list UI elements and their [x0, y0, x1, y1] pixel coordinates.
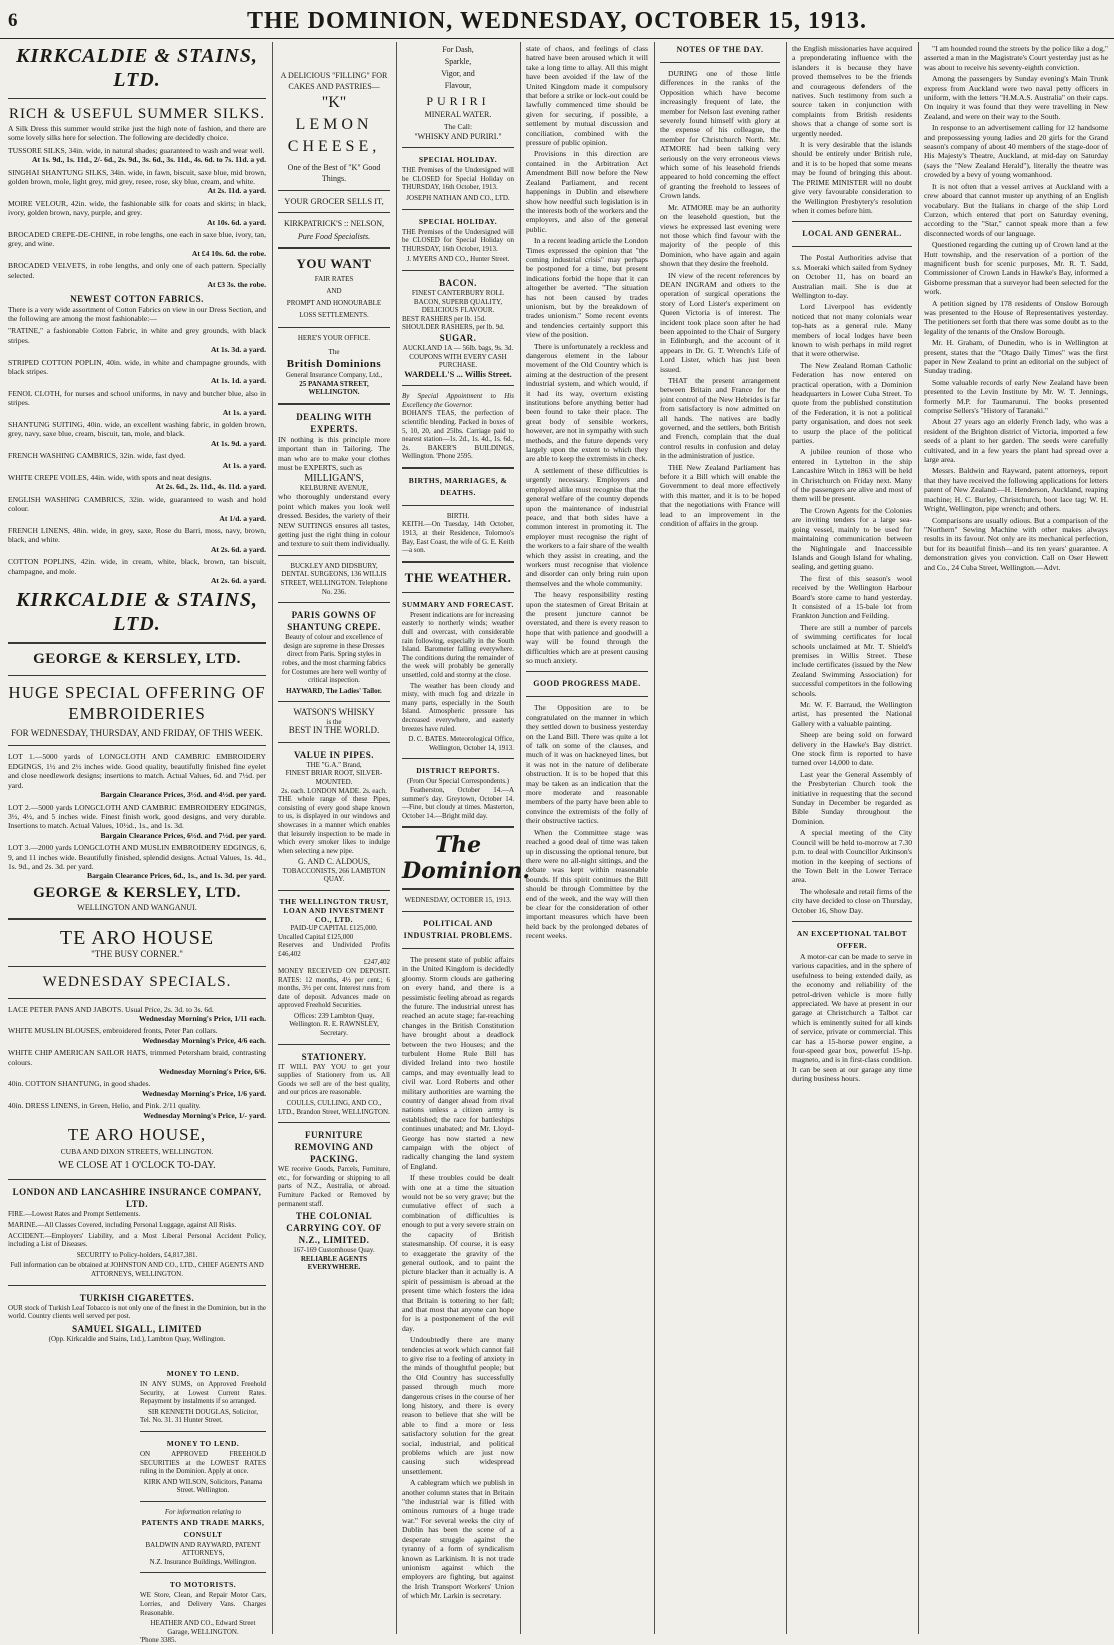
- puriri-call: The Call:: [443, 122, 473, 132]
- item-text: FRENCH WASHING CAMBRICS, 32in. wide, fast dyed.: [8, 451, 186, 461]
- the-line: The: [328, 347, 340, 356]
- item-price: At 1s. 3d. a yard.: [210, 345, 266, 355]
- item-price: Bargain Clearance Prices, 6d., 1s., and 1s. 3d. per yard.: [87, 871, 266, 881]
- insurance-line: FIRE.—Lowest Rates and Prompt Settlements.: [8, 1210, 141, 1219]
- george-kersley-footer: GEORGE & KERSLEY, LTD.: [33, 884, 241, 901]
- news-paragraph: A petition signed by 178 residents of Onslow Borough was presented to the House of Representatives yesterday. The petitioners set forth that there was some doubt as to the legality of the tenants of the Onslow Borough.: [924, 298, 1108, 336]
- editorial-heading: POLITICAL AND INDUSTRIAL PROBLEMS.: [403, 918, 513, 940]
- item-text: BROCADED CREPE-DE-CHINE, in robe lengths, one each in saxe blue, ivory, tan, grey, and wine.: [8, 230, 266, 249]
- want-line: LOSS SETTLEMENTS.: [299, 311, 369, 320]
- editorial-paragraph: A settlement of these difficulties is urgently necessary. Employers and employed alike must recognise that the general welfare of the country depends upon the maintenance of industrial peace, and that both sides have a common interest in promoting it. The employer must recognise the right of the workers to a fair share of the wealth which they assist in creating, and the workers must recognise that violence and disorder can only bring ruin upon themselves and the whole community.: [526, 465, 648, 588]
- local-paragraph: The Crown Agents for the Colonies are inviting tenders for a large sea-going vessel, mainly to be used for maintaining communication between the Nightingale and Inaccessible Islands and Gough Island for whaling, sealing, and getting guano.: [792, 505, 912, 572]
- item-price: Bargain Clearance Prices, 6½d. and 7½d. per yard.: [100, 830, 266, 840]
- aldous-name: G. AND C. ALDOUS,: [297, 857, 370, 867]
- appointment-line: By Special Appointment to His Excellency the Governor.: [402, 392, 514, 409]
- silk-item: [8, 230, 266, 258]
- column-rule: [786, 42, 787, 1634]
- cotton-item: [8, 557, 266, 585]
- cheese-word: CHEESE,: [287, 138, 381, 155]
- cotton-item: [8, 326, 266, 354]
- lot-item: [8, 752, 266, 799]
- cottons-heading: NEWEST COTTON FABRICS.: [70, 293, 204, 304]
- news-paragraph: Among the passengers by Sunday evening's Main Trunk express from Auckland were two naval petty officers in uniform, with the letters "H.M.A.S. Australia" on their caps. On inquiry it was found that they were travelling in New Zealand, and were on their way to the South.: [924, 74, 1108, 121]
- holiday1-signature: JOSEPH NATHAN AND CO., LTD.: [406, 194, 510, 202]
- editorial-paragraph: Provisions in this direction are contained in the Arbitration Act Amendment Bill now before the New Zealand Parliament, and recent happenings in Dublin and elsewhere show how needful such legislation is in the interests both of the workers and the employers, and also of the general public.: [526, 149, 648, 234]
- holiday1-heading: SPECIAL HOLIDAY.: [418, 155, 498, 165]
- local-paragraph: A jubilee reunion of those who entered in Lyttelton in the ship Lancashire Witch in 1863 will be held in Christchurch on Friday next. Many of the passengers are alive and most of them will be present.: [792, 447, 912, 504]
- kirkcaldie-footer: KIRKCALDIE & STAINS, LTD.: [16, 589, 258, 636]
- puriri-sub: MINERAL WATER.: [424, 110, 492, 119]
- column-rule: [520, 42, 521, 1634]
- special-item: [8, 1101, 266, 1120]
- editorial-paragraph: The present state of public affairs in the United Kingdom is decidedly gloomy. Storm clouds are gathering on every hand, and there is a pessimistic feeling abroad as regards the future. The industrial unrest has reached an acute stage; far-reaching changes in the British Constitution have brought about a deadlock between the two Houses; and the turbulent Home Rule Bill has divided Ireland into two hostile camps, and may eventually lead to civil war. Lord Roberts and other military authorities are warning the country of danger ahead from rival nations unless a citizen army is established; the race for battleships continues unabated; and Mr. Lloyd-George has now started a new campaign with the object of radically changing the land system of England.: [402, 954, 514, 1171]
- district-heading: DISTRICT REPORTS.: [416, 766, 500, 776]
- insurance-line: SECURITY to Policy-holders, £4,817,381.: [76, 1250, 198, 1259]
- pipes-heading: VALUE IN PIPES.: [293, 749, 375, 760]
- item-price: Wednesday Morning's Price, 1/11 each.: [139, 1013, 266, 1023]
- cotton-item: [8, 389, 266, 417]
- column-5: [660, 44, 780, 1634]
- colonial-address: 167-169 Customhouse Quay.: [293, 1246, 375, 1255]
- news-paragraph: About 27 years ago an elderly French lady, who was a resident of the Brighton district of Victoria, imported a few seeds of a plant to her garden. The seeds were carefully cultivated, and in a few years the plant had spread over a large area.: [924, 417, 1108, 465]
- item-text: 40in. COTTON SHANTUNG, in good shades.: [8, 1079, 151, 1089]
- item-price: At 1s. a yard.: [222, 407, 266, 417]
- column-6: [792, 44, 912, 1634]
- news-paragraph: Comparisons are usually odious. But a comparison of the "Northern" Sewing Machine with other makes always results in its favour. Not only are its mechanical perfection, but for its beautiful finish—and its ten years' guarantee. A demonstration gives you conviction. Call on Oser Hewett and Co., 24 Cuba Street, Wellington.—Advt.: [924, 515, 1108, 572]
- george-kersley-heading: GEORGE & KERSLEY, LTD.: [33, 651, 241, 668]
- turkish-text: OUR stock of Turkish Leaf Tobacco is not only one of the finest in the Dominion, but in the world. Country clients well served per post.: [8, 1303, 266, 1321]
- paris-text: Beauty of colour and excellence of design are supreme in these Dresses direct from Paris. Spring styles in robes, and the most charming fabrics for Costumes are here well worthy of critical inspection.: [281, 633, 387, 685]
- missionaries-paragraph: the English missionaries have acquired a preponderating influence with the islanders it is because they have proved themselves to be the friends and courageous defenders of the natives. Such testimony from such a source taken in conjunction with complaints from British residents shows that a change of some sort is urgently needed.: [792, 44, 912, 138]
- pipes-finest: FINEST BRIAR ROOT, SILVER-MOUNTED.: [285, 769, 383, 786]
- item-price: Wednesday Morning's Price, 1/- yard.: [143, 1110, 266, 1120]
- cotton-item: [8, 473, 266, 492]
- local-paragraph: The wholesale and retail firms of the city have decided to close on Thursday, October 16, Show Day.: [792, 886, 912, 915]
- lemon-word: LEMON: [295, 116, 373, 133]
- progress-heading: GOOD PROGRESS MADE.: [533, 679, 641, 689]
- item-text: COTTON POPLINS, 42in. wide, in cream, white, black, brown, tan biscuit, champagne, and mole.: [8, 557, 266, 576]
- trust-office: Offices: 239 Lambton Quay, Wellington. R. E. RAWNSLEY, Secretary.: [289, 1011, 379, 1038]
- dominion-logo-block: [402, 826, 531, 890]
- silks-intro: A Silk Dress this summer would strike just the high note of fashion, and there are some lovely silks here for selection. The following are decidedly choice.: [8, 124, 266, 143]
- news-paragraph: Questioned regarding the cutting up of Crown land at the Hutt township, and the reservation of a portion of the magnificent bush for scenic purposes, Mr. R. T. Sadd, Commissioner of Crown Lands in Hawke's Bay, informed a Gisborne pressman that a surveyor had been selected for the work.: [924, 240, 1108, 297]
- weather-sub: SUMMARY AND FORECAST.: [402, 599, 514, 609]
- patents-intro: For information relating to: [164, 1507, 242, 1516]
- column-rule: [396, 42, 397, 1634]
- local-paragraph: There are still a number of parcels of swimming certificates for local schools unclaimed at Mr. T. Shield's premises in Willis Street. These include certificates (issued by the New Zealand Swimming Association) for successful competitors in the following schools.: [792, 622, 912, 698]
- birth-notice: KEITH.—On Tuesday, 14th October, 1913, at their Residence, Tolomoo's Bay, East Coast, the wife of G. E. Keith—a son.: [402, 520, 514, 555]
- item-text: BROCADED VELVETS, in robe lengths, and only one of each pattern. Specially selected.: [8, 261, 266, 280]
- item-text: FENOL CLOTH, for nurses and school uniforms, in navy and butcher blue, also in stripes.: [8, 388, 266, 408]
- cottons-list: [8, 326, 266, 585]
- item-text: LACE PETER PANS AND JABOTS. Usual Price, 2s. 3d. to 3s. 6d.: [8, 1004, 214, 1014]
- grocer-line: YOUR GROCER SELLS IT,: [284, 196, 384, 206]
- motorists-heading: TO MOTORISTS.: [169, 1580, 237, 1590]
- local-paragraph: Mr. W. F. Barraud, the Wellington artist, has presented the National Gallery with a valuable painting.: [792, 700, 912, 728]
- you-want-heading: YOU WANT: [296, 256, 372, 272]
- office-line: HERE'S YOUR OFFICE.: [297, 334, 371, 343]
- item-price: At £4 10s. 6d. the robe.: [191, 248, 266, 258]
- offer-days: FOR WEDNESDAY, THURSDAY, AND FRIDAY, OF THIS WEEK.: [11, 728, 263, 739]
- item-price: At 1s. 1d. a yard.: [210, 376, 266, 386]
- milligan-address: KELBURNE AVENUE,: [299, 483, 369, 492]
- money1-signature: SIR KENNETH DOUGLAS, Solicitor,: [148, 1407, 258, 1416]
- stationery-text: IT WILL PAY YOU to get your supplies of Stationery from us. All Goods we sell are of the best quality, and our prices are reasonable.: [278, 1062, 390, 1097]
- item-price: At 2s. 6d., 2s. 11d., 4s. 11d. a yard.: [155, 482, 266, 492]
- paris-heading: PARIS GOWNS OF SHANTUNG CREPE.: [287, 610, 381, 633]
- local-paragraph: The first of this season's wool received by the Wellington Harbour Board's store came to hand yesterday. It consisted of a 15-bale lot from Frankton Junction and Feilding.: [792, 573, 912, 621]
- bottom-ads-row: [8, 1186, 266, 1343]
- lemon-best: One of the Best of "K" Good Things.: [287, 163, 381, 183]
- trust-line: Reserves and Undivided Profits £46,402: [278, 941, 390, 958]
- item-price: At 1s. 9d., 1s. 11d., 2/- 6d., 2s. 9d., 3s. 6d., 3s. 11d., 4s. 6d. to 7s. 11d. a yd.: [32, 155, 266, 165]
- insurance-line: ACCIDENT.—Employers' Liability, and a Most Liberal Personal Accident Policy, including a List of Diseases.: [8, 1231, 266, 1249]
- editorial-paragraph: A cablegram which we publish in another column states that in Britain "the industrial war is filled with ominous rumours of a huge trade war." For several weeks the city of Dublin has been the scene of a desperate struggle against the tyranny of a form of syndicalism known as Larkinism. It is not trade unionism against which the employers are fighting, but against the Irish Transport Workers' Union of which Mr. Larkin is secretary.: [402, 1478, 514, 1601]
- column-2: [278, 44, 390, 1634]
- patents-heading: PATENTS AND TRADE MARKS, CONSULT: [141, 1517, 265, 1539]
- puriri-line: Vigor, and: [441, 69, 475, 78]
- progress-paragraph: When the Committee stage was reached a good deal of time was taken up in discussing the optional tenure, but there were no all-night sittings, and the debate was kept within reasonable bounds. If this spirit continues the Bill should be through Committee by the end of the week, and the way will then be clear for the consideration of other important measures which have been held back by the prolonged debates of recent weeks.: [526, 827, 648, 941]
- money1-text: IN ANY SUMS, on Approved Freehold Security, at Lowest Current Rates. Repayment by instalments if so arranged.: [140, 1380, 266, 1406]
- experts-text: IN nothing is this principle more important than in Tailoring. The man who are to make your clothes must be EXPERTS, such as: [278, 434, 390, 473]
- wednesday-specials: WEDNESDAY SPECIALS.: [42, 973, 232, 990]
- george-kersley-places: WELLINGTON AND WANGANUI.: [77, 902, 197, 912]
- puriri-line: Flavour,: [444, 81, 472, 90]
- item-price: Bargain Clearance Prices, 3½d. and 4½d. per yard.: [100, 790, 266, 800]
- item-price: At 1/d. a yard.: [219, 513, 266, 523]
- column-7: [924, 44, 1108, 1634]
- holiday2-heading: SPECIAL HOLIDAY.: [418, 216, 498, 226]
- item-price: Wednesday Morning's Price, 1/6 yard.: [141, 1088, 266, 1098]
- local-general-heading: LOCAL AND GENERAL.: [802, 229, 902, 239]
- editorial-paragraph: If these troubles could be dealt with one at a time the situation would not be so very grave; but the cumulative effect of such a combination of difficulties is enough to put a very severe strain on the capacity of British statesmanship. Of course, it is easy to exaggerate the gravity of the general outlook, and to paint the picture blacker than it actually is. A spirit of pessimism is abroad at the present time which fosters the idea that Britain is tottering to her fall; and that most that anyone can hope for is a postponement of the evil day.: [402, 1173, 514, 1333]
- milligan-name: MILLIGAN'S,: [304, 473, 364, 485]
- bacon-heading: BACON.: [439, 277, 477, 288]
- local-paragraph: Lord Liverpool has evidently noticed that not many colonials wear top-hats as a general rule. Many members of local lodges have been known to wish perhaps in mild regret that it were otherwise.: [792, 302, 912, 359]
- item-text: TUSSORE SILKS, 34in. wide, in natural shades; guaranteed to wash and wear well.: [8, 145, 265, 155]
- silk-item: [8, 146, 266, 165]
- puriri-name: PURIRI: [426, 94, 490, 108]
- page-number: 6: [8, 10, 18, 31]
- news-paragraph: Mr. H. Graham, of Dunedin, who is in Wellington at present, states that the "Otago Daily Times" was the first paper in New Zealand to print an editorial on the subject of Sunday trading.: [924, 338, 1108, 376]
- item-text: STRIPED COTTON POPLIN, 40in. wide, in white and champagne grounds, with black stripes.: [8, 357, 266, 376]
- news-paragraph: Some valuable records of early New Zealand have been presented to the Levin Institute by Mr. W. T. Jennings, formerly M.P. for Taumarunui. The books presented comprise Sellers's "History of Taranaki.": [924, 377, 1108, 416]
- patents-signature: BALDWIN AND RAYWARD, PATENT ATTORNEYS,: [145, 1540, 261, 1558]
- birth-label: BIRTH.: [446, 511, 470, 520]
- specials-list: [8, 1005, 266, 1120]
- money2-heading: MONEY TO LEND.: [166, 1438, 240, 1448]
- births-heading: BIRTHS, MARRIAGES, & DEATHS.: [408, 475, 508, 497]
- embroideries-heading: HUGE SPECIAL OFFERING OF EMBROIDERIES: [8, 683, 266, 724]
- money2-signature: KIRK AND WILSON, Solicitors, Panama Street. Wellington.: [143, 1477, 263, 1495]
- talbot-text: A motor-car can be made to serve in various capacities, and in the sphere of usefulness to being extended daily, as the economy and reliability of the petrol-driven vehicle is more fully appreciated. We have at present in our garage at Christchurch a Talbot car which is eminently suited for all kinds of service, private or commercial. This car has a 15-horse power engine, a four-speed gear box, powerful 15-hp. magneto, and is in first-class condition. It can be seen at our garage any time during business hours.: [792, 951, 912, 1084]
- notes-paragraph: IN view of the recent references by DEAN INGRAM and others to the operation of surgical operations the story of Lord Lister's experiment on Queen Victoria is of interest. The incident took place soon after he had been appointed to the Chair of Surgery in Edinburgh, and the account of it appears in Dr. G. T. Wrench's Life of Lord Lister, which has just been issued.: [660, 270, 780, 374]
- notes-paragraph: DURING one of those little differences in the ranks of the Opposition which have become increasingly frequent of late, the member for Nelson last evening rather severely found himself with glory at the expense of his colleague, the member for Christchurch North. Mr. ATMORE had been talking very seriously on the very erroneous views which some of his leasehold friends appeared to hold concerning the effect of granting the freehold to lessees of Crown lands.: [660, 69, 780, 201]
- item-text: SHANTUNG SUITING, 40in. wide, an excellent washing fabric, in golden brown, grey, navy, saxe blue, cream, biscuit, tan, mole, and black.: [8, 419, 266, 439]
- puriri-line: Sparkle,: [444, 57, 472, 66]
- silk-item: [8, 261, 266, 289]
- trust-capital: PAID-UP CAPITAL £125,000.: [290, 923, 378, 932]
- item-price: At 2s. 6d. a yard.: [210, 576, 266, 586]
- district-text: Featherston, October 14.—A summer's day. Greytown, October 14.—Fine, but cloudy at times. Masterton, October 14.—Bright mild day.: [402, 785, 514, 820]
- patents-address: N.Z. Insurance Buildings, Wellington.: [149, 1557, 257, 1566]
- editorial-paragraph: state of chaos, and feelings of class hatred have been aroused which it will take a long time to allay. All this might have been avoided if the law of the United Kingdom made it compulsory that before a strike or lock-out could be lawfully commenced time should be given for securing, if possible, a settlement by mutual discussion and conciliation, combined with the pressure of public opinion.: [526, 44, 648, 148]
- british-sub: General Insurance Company, Ltd.,: [285, 371, 383, 380]
- money1-heading: MONEY TO LEND.: [166, 1369, 240, 1378]
- item-text: LOT 2.—5000 yards LONGCLOTH AND CAMBRIC EMBROIDERY EDGINGS, 3½, 4½, and 5 inches wide. Finest finish work, good designs, and very durable. Insertions to match. Actual Values, 10½d., 1s., and 1s. 3d.: [8, 802, 266, 831]
- local-paragraph: The New Zealand Roman Catholic Federation has now entered on practical operation, with a Dominion headquarters in Lower Cuba Street. To quote from the published constitution of the Federation, it is not a political party organisation, and does not seek to usurp the place of the political parties.: [792, 360, 912, 446]
- item-text: 40in. DRESS LINENS, in Green, Helio, and Pink. 2/11 quality.: [8, 1101, 201, 1111]
- item-text: WHITE CHIP AMERICAN SAILOR HATS, trimmed Petersham braid, contrasting colours.: [8, 1048, 266, 1067]
- want-line: PROMPT AND HONOURABLE: [286, 299, 382, 308]
- item-price: At 10s. 6d. a yard.: [207, 217, 266, 227]
- holiday1-text: THE Premises of the Undersigned will be CLOSED for Special Holiday on THURSDAY, 16th October, 1913.: [402, 166, 514, 192]
- editorial-paragraph: The heavy responsibility resting upon the statesmen of Great Britain at the present juncture cannot be overstated, and there is every reason to hope that with patience and goodwill a way will be found through the difficulties which are at present causing so much anxiety.: [526, 590, 648, 665]
- turkish-heading: TURKISH CIGARETTES.: [79, 1292, 195, 1303]
- item-price: At 2s. 11d. a yard.: [207, 186, 266, 196]
- te-aro-heading: TE ARO HOUSE: [59, 927, 215, 950]
- pipes-price: 2s. each. LONDON MADE. 2s. each.: [281, 786, 387, 795]
- kirkpatrick-line: KIRKPATRICK'S :: NELSON,: [283, 219, 385, 229]
- item-text: WHITE MUSLIN BLOUSES, embroidered fronts, Peter Pan collars.: [8, 1026, 218, 1036]
- news-paragraph: "I am hounded round the streets by the police like a dog," asserted a man in the Magistrate's Court yesterday just as he was about to receive his seventy-eighth conviction.: [924, 44, 1108, 72]
- cotton-item: [8, 451, 266, 470]
- missionaries-paragraph: It is very desirable that the islands should be entirely under British rule, and it is to be hoped that some means may be found of bringing this about. The PRIME MINISTER will no doubt give very favourable consideration to the Wellington Presbytery's resolution when it comes before him.: [792, 140, 912, 215]
- want-line: FAIR RATES: [314, 275, 354, 284]
- insurance-line: Full information can be obtained at JOHNSTON AND CO., LTD., CHIEF AGENTS AND ATTORNEYS, WELLINGTON.: [10, 1261, 264, 1278]
- stationery-signature: COULLS, CULLING, AND CO., LTD., Brandon Street, WELLINGTON.: [278, 1099, 390, 1116]
- money2-text: ON APPROVED FREEHOLD SECURITIES at the LOWEST RATES ruling in the Dominion. Apply at once.: [140, 1449, 266, 1476]
- te-aro-sub: "THE BUSY CORNER.": [91, 949, 183, 960]
- local-paragraph: Last year the General Assembly of the Presbyterian Church took the initiative in requesting that the second Sunday in December be regarded as Bible Sunday throughout the Dominion.: [792, 769, 912, 826]
- progress-paragraph: The Opposition are to be congratulated on the manner in which they settled down to business yesterday on the Land Bill. There was quite a lot of talk on some of the clauses, and much of it was on hackneyed lines, but it was not in the nature of deliberate obstruction. It is to be hoped that this may be taken as an indication that the more moderate and reasonable members of the party have been able to convince the extremists of the folly of their obstructive tactics.: [526, 703, 648, 826]
- lots-list: [8, 752, 266, 880]
- cotton-item: [8, 495, 266, 523]
- item-price: Wednesday Morning's Price, 4/6 each.: [142, 1035, 266, 1045]
- watson-heading: WATSON'S WHISKY: [293, 707, 375, 718]
- bacon-price: SHOULDER RASHERS, per lb. 9d.: [402, 323, 505, 332]
- item-text: MOIRE VELOUR, 42in. wide, the fashionable silk for coats and skirts; in black, ivory, golden brown, navy, purple, and grey.: [8, 198, 266, 218]
- editorial-paragraph: Undoubtedly there are many tendencies at work which cannot fail to give rise to a feeling of anxiety in the minds of thoughtful people; but the Old Country has successfully passed through much more dangerous crises in the course of her long history, and there is every reason to believe that she will be able to find a more or less satisfactory solution for the great social, industrial, and political problems which are just now causing such widespread unsettlement.: [402, 1335, 514, 1476]
- colonial-tag: RELIABLE AGENTS EVERYWHERE.: [300, 1254, 368, 1272]
- dominion-logo: The Dominion.: [402, 832, 531, 885]
- wardell-line: WARDELL'S ... Willis Street.: [404, 368, 512, 379]
- notes-paragraph: THE New Zealand Parliament has before it a Bill which will enable the Government to deal more effectively with this matter, and it is to be hoped that the negotiations with France will lead to an improvement in the condition of affairs in the group.: [660, 462, 780, 529]
- sugar-text: AUCKLAND 1A — 56lb. bags, 9s. 3d. COUPONS WITH EVERY CASH PURCHASE.: [402, 343, 514, 370]
- local-paragraph: Sheep are being sold on forward delivery in the Hawke's Bay district. One stock firm is reported to have turned over 14,000 to date.: [792, 730, 912, 768]
- trust-heading: THE WELLINGTON TRUST, LOAN AND INVESTMENT CO., LTD.: [279, 896, 389, 924]
- te-aro-footer: TE ARO HOUSE,: [67, 1125, 207, 1145]
- trust-line: £247,402: [363, 958, 390, 967]
- editorial-paragraph: In a recent leading article the London Times expressed the opinion that "the coming industrial crisis" may perhaps be postponed for a time, but present indications forbid the hope that it can altogether be averted. "The situation has not been caused by trades unionism, but by the breakdown of trades unionism." Some recent events and tendencies certainly support this view of the position.: [526, 236, 648, 340]
- holiday2-text: THE Premises of the Undersigned will be CLOSED for Special Holiday on THURSDAY, 16th October, 1913.: [402, 227, 514, 253]
- item-text: ENGLISH WASHING CAMBRICS, 32in. wide, guaranteed to wash and hold colour.: [8, 494, 266, 514]
- district-sub: (From Our Special Correspondents.): [406, 777, 510, 786]
- lot-item: [8, 843, 266, 881]
- te-aro-address: CUBA AND DIXON STREETS, WELLINGTON.: [60, 1147, 214, 1157]
- column-rule: [272, 42, 273, 1634]
- notes-heading: NOTES OF THE DAY.: [676, 45, 764, 54]
- cotton-item: [8, 526, 266, 554]
- kirkcaldie-heading: KIRKCALDIE & STAINS, LTD.: [16, 45, 258, 91]
- bacon-price: BEST RASHERS per lb. 15d.: [402, 314, 486, 323]
- motorists-phone: 'Phone 3385.: [140, 1636, 177, 1645]
- watson-best: BEST IN THE WORLD.: [288, 725, 380, 736]
- news-paragraph: It is not often that a vessel arrives at Auckland with a crew aboard that cannot muster up anything of an English vocabulary. But the Italians in charge of the ship Lord Curzon, which entered that port on Saturday evening, according to the "Star," cannot speak more than a few disconnected words of our language.: [924, 181, 1108, 238]
- watson-is: is the: [326, 717, 342, 726]
- dentist-ad: BUCKLEY AND DIDSBURY, DENTAL SURGEONS, 136 WILLIS STREET, WELLINGTON. Telephone No. 236.: [280, 561, 388, 596]
- cotton-item: [8, 420, 266, 448]
- furniture-text: WE receive Goods, Parcels, Furniture, etc., for forwarding or shipping to all parts of N.Z., Australia, or abroad. Furniture Packed or Removed by permanent staff.: [278, 1165, 390, 1208]
- turkish-address: (Opp. Kirkcaldie and Stains, Ltd.), Lambton Quay, Wellington.: [48, 1334, 226, 1343]
- notes-paragraph: THAT the present arrangement between Britain and France for the joint control of the New Hebrides is far from satisfactory is now admitted on all hands. The natives are badly governed, and the settlers, both British and French, complain that the dual control results in confusion and delay in the administration of justice.: [660, 376, 780, 461]
- weather-text-2: The weather has been cloudy and misty, with much fog and drizzle in many parts, especially in the South Island. Atmospheric pressure has decreased everywhere, and easterly breezes have ruled.: [402, 681, 514, 733]
- stationery-heading: STATIONERY.: [301, 1051, 367, 1062]
- news-paragraph: Messrs. Baldwin and Rayward, patent attorneys, report that they have received the following applications for letters patent of New Zealand:—H. Henderson, Auckland, reaping machine; H. C. Burley, Christchurch, boot lace tag; W. H. Wright, Wellington, pipe wrench; and others.: [924, 466, 1108, 514]
- item-price: At £3 3s. the robe.: [207, 280, 266, 290]
- silk-item: [8, 168, 266, 196]
- item-text: FRENCH LINENS, 48in. wide, in grey, saxe, Rose du Barri, moss, navy, brown, black, and white.: [8, 526, 266, 545]
- column-4: [526, 44, 648, 1634]
- british-dominions: British Dominions: [286, 358, 382, 371]
- bohans-ad: BOHAN'S TEAS, the perfection of scientific blending. Packed in boxes of 5, 10, 20, and 25lbs. Carriage paid to nearest station—1s. 2d., 1s. 4d., 1s. 6d., 2s. BAKER'S BUILDINGS, Wellington. 'Phone 2595.: [402, 409, 514, 461]
- item-price: At 1s. 9d. a yard.: [210, 438, 266, 448]
- insurance-ad: [8, 1186, 266, 1343]
- turkish-signature: SAMUEL SIGALL, LIMITED: [72, 1323, 202, 1334]
- weather-signature: D. C. BATES. Meteorological Office, Wellington, October 14, 1913.: [408, 735, 514, 752]
- edition-date: WEDNESDAY, OCTOBER 15, 1913.: [404, 896, 512, 905]
- item-text: SINGHAI SHANTUNG SILKS, 34in. wide, in fawn, biscuit, saxe blue, mid brown, golden brown, mole, light grey, mid grey, resee, rose, sky blue, cream, and white.: [8, 167, 266, 187]
- money1-address: Tel. No. 31. 31 Hunter Street.: [140, 1416, 223, 1425]
- sugar-heading: SUGAR.: [439, 332, 477, 343]
- silk-item: [8, 199, 266, 227]
- furniture-heading: FURNITURE REMOVING AND PACKING.: [294, 1130, 374, 1165]
- weather-text: Present indications are for increasing easterly to northerly winds; weather dull and overcast, with considerable rain following, especially in the South Island. Barometer falling everywhere. The conditions during the remainder of the week will probably be generally unsettled, cold and stormy at the close.: [402, 610, 514, 679]
- insurance-heading: LONDON AND LANCASHIRE INSURANCE COMPANY, LTD.: [12, 1187, 262, 1210]
- trust-line: Uncalled Capital £125,000: [278, 932, 354, 941]
- column-rule: [654, 42, 655, 1634]
- aldous-sub: TOBACCONISTS, 266 LAMBTON QUAY.: [282, 866, 386, 884]
- item-price: At 1s. a yard.: [222, 460, 266, 470]
- item-text: LOT 3.—2000 yards LONGCLOTH AND MUSLIN EMBROIDERY EDGINGS, 6, 9, and 11 inches wide. Beautifully finished, splendid designs. Actual Values, 1s. 4d., 1s. 9d., and 2s. 3d. per yard.: [8, 843, 266, 871]
- motorists-text: WE Store, Clean, and Repair Motor Cars, Lorries, and Delivery Vans. Charges Reasonable.: [140, 1591, 266, 1617]
- pipes-text: THE whole range of these Pipes, consisting of every good shape known to us, is displayed in our windows and showcases in a manner which enables that leisurely inspection to be made in which every smoker likes to indulge when selecting a new pipe.: [278, 795, 390, 855]
- lemon-k: "K": [321, 94, 347, 111]
- want-line: AND: [326, 287, 342, 296]
- cottons-intro: There is a very wide assortment of Cotton Fabrics on view in our Dress Section, and the following are among the most fashionable:—: [8, 304, 266, 323]
- hayward-line: HAYWARD, The Ladies' Tailor.: [286, 686, 382, 695]
- holiday2-signature: J. MYERS AND CO., Hunter Street.: [406, 255, 510, 264]
- special-item: [8, 1048, 266, 1076]
- small-ads-column: [140, 1368, 266, 1645]
- insurance-line: MARINE.—All Classes Covered, including Personal Luggage, against All Risks.: [8, 1221, 237, 1230]
- item-price: At 2s. 6d. a yard.: [210, 544, 266, 554]
- lemon-intro: A DELICIOUS "FILLING" FOR CAKES AND PASTRIES—: [280, 71, 388, 91]
- bacon-text: FINEST CANTERBURY ROLL BACON, SUPERB QUALITY, DELICIOUS FLAVOUR.: [411, 288, 505, 315]
- te-aro-close: WE CLOSE AT 1 O'CLOCK TO-DAY.: [58, 1160, 216, 1172]
- column-3: [402, 44, 531, 1634]
- special-item: [8, 1026, 266, 1045]
- colonial-name: THE COLONIAL CARRYING COY. OF N.Z., LIMITED.: [286, 1211, 382, 1246]
- item-text: "RATINE," a fashionable Cotton Fabric, in white and grey grounds, with black stripes.: [8, 326, 266, 345]
- newspaper-title: THE DOMINION, WEDNESDAY, OCTOBER 15, 1913.: [246, 8, 868, 34]
- local-paragraph: A special meeting of the City Council will be held to-morrow at 7.30 p.m. to deal with Councillor Atkinson's motion in the keeping of sections of the Town Belt in the Lower Terrace area.: [792, 828, 912, 885]
- milligan-text: who thoroughly understand every point which makes you look well dressed. Besides, the variety of their NEW SUITINGS ensures all tastes, getting just the right thing in colour and texture to suit them individually.: [278, 492, 390, 549]
- item-text: LOT 1.—5000 yards of LONGCLOTH AND CAMBRIC EMBROIDERY EDGINGS, 1½ and 2½ inches wide. Good quality, beautifully finished fine eyelet and close needlework designs; insertions to match. Actual Values, 6d. and 7½d. per yard.: [8, 752, 266, 790]
- silks-heading: RICH & USEFUL SUMMER SILKS.: [8, 106, 266, 122]
- news-paragraph: In response to an advertisement calling for 12 handsome and prepossessing young ladies and 20 girls for the Grand season's company of about 40 members of the stage-door of His Majesty's Theatre, Auckland, at mid-day on Saturday (says the "New Zealand Herald"), literally the theatre was crowded by a bevy of young womanhood.: [924, 123, 1108, 180]
- item-text: WHITE CREPE VOILES, 44in. wide, with spots and neat designs.: [8, 473, 212, 482]
- column-rule: [918, 42, 919, 1634]
- pipes-brand: THE "G.A." Brand,: [306, 760, 362, 769]
- experts-heading: DEALING WITH EXPERTS.: [296, 411, 372, 434]
- silks-list: [8, 146, 266, 290]
- special-item: [8, 1005, 266, 1024]
- editorial-paragraph: There is unfortunately a reckless and dangerous element in the labour movement of the Old Country which is aiming at the destruction of the present industrial system, and which would, if it had its way, overturn existing institutions before anything better had been found to take their place. The great body of sensible workers, however, are not in sympathy with such methods, and the future depends very largely upon the extent to which they are able to keep the extremists in check.: [526, 341, 648, 464]
- pure-food-line: Pure Food Specialists.: [297, 231, 371, 241]
- trust-text: MONEY RECEIVED ON DEPOSIT. RATES: 12 months, 4½ per cent.; 6 months, 3½ per cent. Interest runs from date of deposit. Advances made on approved Freehold Securities.: [278, 966, 390, 1010]
- puriri-tag: "WHISKY AND PURIRI.": [414, 131, 502, 141]
- british-address: 25 PANAMA STREET, WELLINGTON.: [299, 379, 369, 397]
- talbot-heading: AN EXCEPTIONAL TALBOT OFFER.: [796, 928, 908, 950]
- local-paragraph: The Postal Authorities advise that s.s. Moeraki which sailed from Sydney on October 11, has on board an Australian mail. She is due at Wellington to-day.: [792, 253, 912, 300]
- motorists-signature: HEATHER AND CO., Edward Street Garage, WELLINGTON.: [150, 1619, 256, 1636]
- cotton-item: [8, 358, 266, 386]
- puriri-line: For Dash,: [442, 45, 474, 54]
- item-price: Wednesday Morning's Price, 6/6.: [159, 1067, 266, 1076]
- lot-item: [8, 803, 266, 841]
- notes-paragraph: Mr. ATMORE may be an authority on the leasehold question, but the views he expressed last evening were not those which find favour with the majority of the people of this Dominion, who have again and again shown that they desire the freehold.: [660, 202, 780, 269]
- special-item: [8, 1079, 266, 1098]
- weather-heading: THE WEATHER.: [404, 569, 512, 585]
- masthead: [0, 0, 1114, 39]
